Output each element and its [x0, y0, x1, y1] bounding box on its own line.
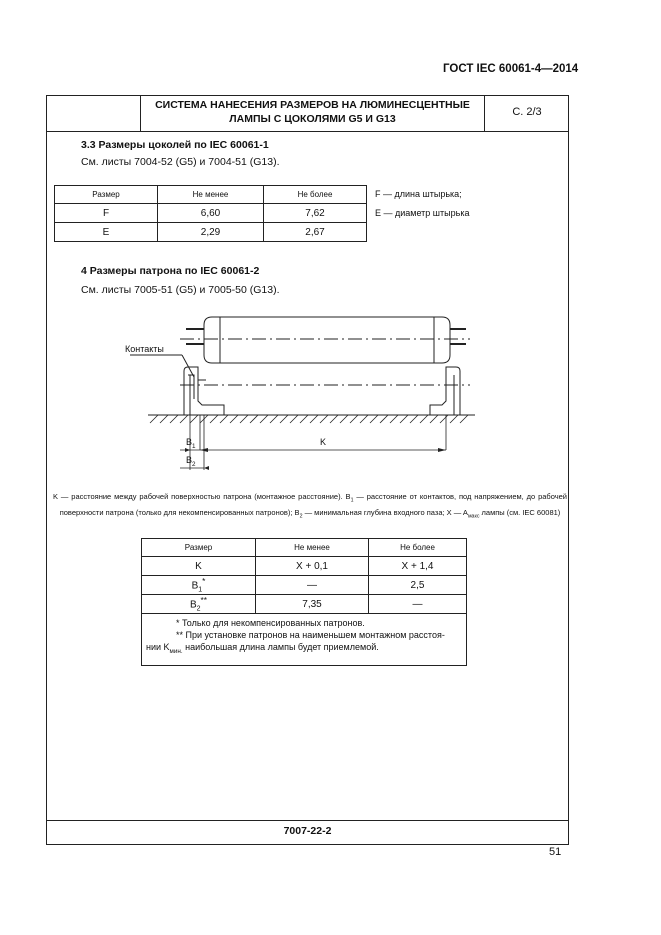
page-reference: С. 2/3 [512, 106, 542, 118]
table-row [142, 595, 467, 614]
table-cell [142, 576, 256, 595]
table-cell: 7,62 [264, 204, 367, 223]
table-cell: 2,67 [264, 223, 367, 242]
dimension-lines [180, 415, 446, 470]
size-footnote-mark: * [202, 576, 206, 587]
left-lampholder [184, 367, 224, 415]
table-footnote-row [142, 614, 467, 666]
caption-text: лампы (см. IEC 60081) [479, 507, 561, 517]
table-cell: E [55, 223, 158, 242]
caption-subscript: 2 [299, 513, 303, 519]
column-header: Не более [369, 539, 467, 557]
label-subscript: 1 [192, 442, 196, 450]
page-number: 51 [549, 846, 562, 858]
table-cell: 7,35 [256, 595, 369, 614]
column-header: Не менее [256, 539, 369, 557]
table-footnotes [142, 614, 467, 666]
table-note: F — длина штырька; [375, 189, 462, 199]
sheet-code: 7007-22-2 [283, 825, 332, 837]
ground-hatching [150, 415, 468, 423]
footnote-1: * Только для некомпенсированных патронов. [176, 618, 365, 628]
label-main: B [186, 437, 193, 447]
caption-text: — минимальная глубина входного паза; X — A [302, 507, 468, 517]
column-header: Не более [264, 186, 367, 204]
table-cell [142, 557, 256, 576]
caption-text: — расстояние от контактов, под напряжением, до рабочей поверхности патрона (только для некомпенсированных патронов); B [59, 492, 567, 517]
label-main: B [186, 455, 193, 465]
footnote-subscript: мин. [169, 647, 183, 655]
dimension-label-k: K [320, 437, 327, 447]
column-header: Не менее [158, 186, 264, 204]
size-footnote-mark: ** [200, 595, 208, 606]
holder-dimensions-table [141, 538, 467, 666]
caption-subscript: макс [467, 513, 480, 519]
table-cell [142, 595, 256, 614]
figure-caption [53, 491, 567, 522]
section-3-3-text: См. листы 7004-52 (G5) и 7004-51 (G13). [81, 156, 280, 168]
table-cell: 2,29 [158, 223, 264, 242]
sheet-title-line2: ЛАМПЫ С ЦОКОЛЯМИ G5 И G13 [229, 113, 396, 125]
base-dimensions-table [54, 185, 367, 242]
table-cell: X + 0,1 [256, 557, 369, 576]
table-note: E — диаметр штырька [375, 208, 470, 218]
footnote-2-line1: ** При установке патронов на наименьшем монтажном расстоя- [176, 630, 445, 640]
caption-text: K — расстояние между рабочей поверхностью патрона (монтажное расстояние). B [53, 492, 351, 501]
document-number: ГОСТ IEC 60061-4—2014 [443, 63, 579, 75]
column-header: Размер [55, 186, 158, 204]
section-3-3-heading: 3.3 Размеры цоколей по IEC 60061-1 [81, 139, 269, 151]
table-row [55, 204, 367, 223]
table-header-row [55, 186, 367, 204]
table-cell: 6,60 [158, 204, 264, 223]
sheet-title [141, 98, 484, 126]
table-cell: F [55, 204, 158, 223]
right-lampholder [430, 367, 460, 415]
size-symbol: K [195, 560, 202, 572]
label-subscript: 2 [192, 460, 196, 468]
table-cell: — [256, 576, 369, 595]
caption-subscript: 1 [350, 497, 354, 504]
size-symbol: B [191, 580, 199, 592]
footnote-text: наибольшая длина лампы будет приемлемой. [182, 642, 379, 652]
contacts-label: Контакты [125, 344, 164, 354]
table-header-row [142, 539, 467, 557]
footnote-text: нии K [146, 642, 170, 652]
dimension-label-b2 [186, 455, 196, 468]
header-bottom-rule [46, 131, 569, 132]
table-cell: — [369, 595, 467, 614]
table-row [142, 576, 467, 595]
table-row [142, 557, 467, 576]
footer-rule [46, 820, 569, 821]
section-4-heading: 4 Размеры патрона по IEC 60061-2 [81, 265, 260, 277]
table-row [55, 223, 367, 242]
dimension-label-b1 [186, 437, 196, 450]
table-cell: X + 1,4 [369, 557, 467, 576]
section-4-text: См. листы 7005-51 (G5) и 7005-50 (G13). [81, 284, 280, 296]
lamp-tube [186, 317, 466, 363]
sheet-title-line1: СИСТЕМА НАНЕСЕНИЯ РАЗМЕРОВ НА ЛЮМИНЕСЦЕНТНЫЕ [155, 99, 470, 111]
footnote-2-line2 [146, 641, 460, 658]
size-subscript: 2 [196, 605, 201, 613]
table-cell: 2,5 [369, 576, 467, 595]
lampholder-drawing [120, 305, 480, 477]
column-header: Размер [142, 539, 256, 557]
size-subscript: 1 [198, 586, 203, 594]
size-symbol: B [189, 599, 197, 611]
